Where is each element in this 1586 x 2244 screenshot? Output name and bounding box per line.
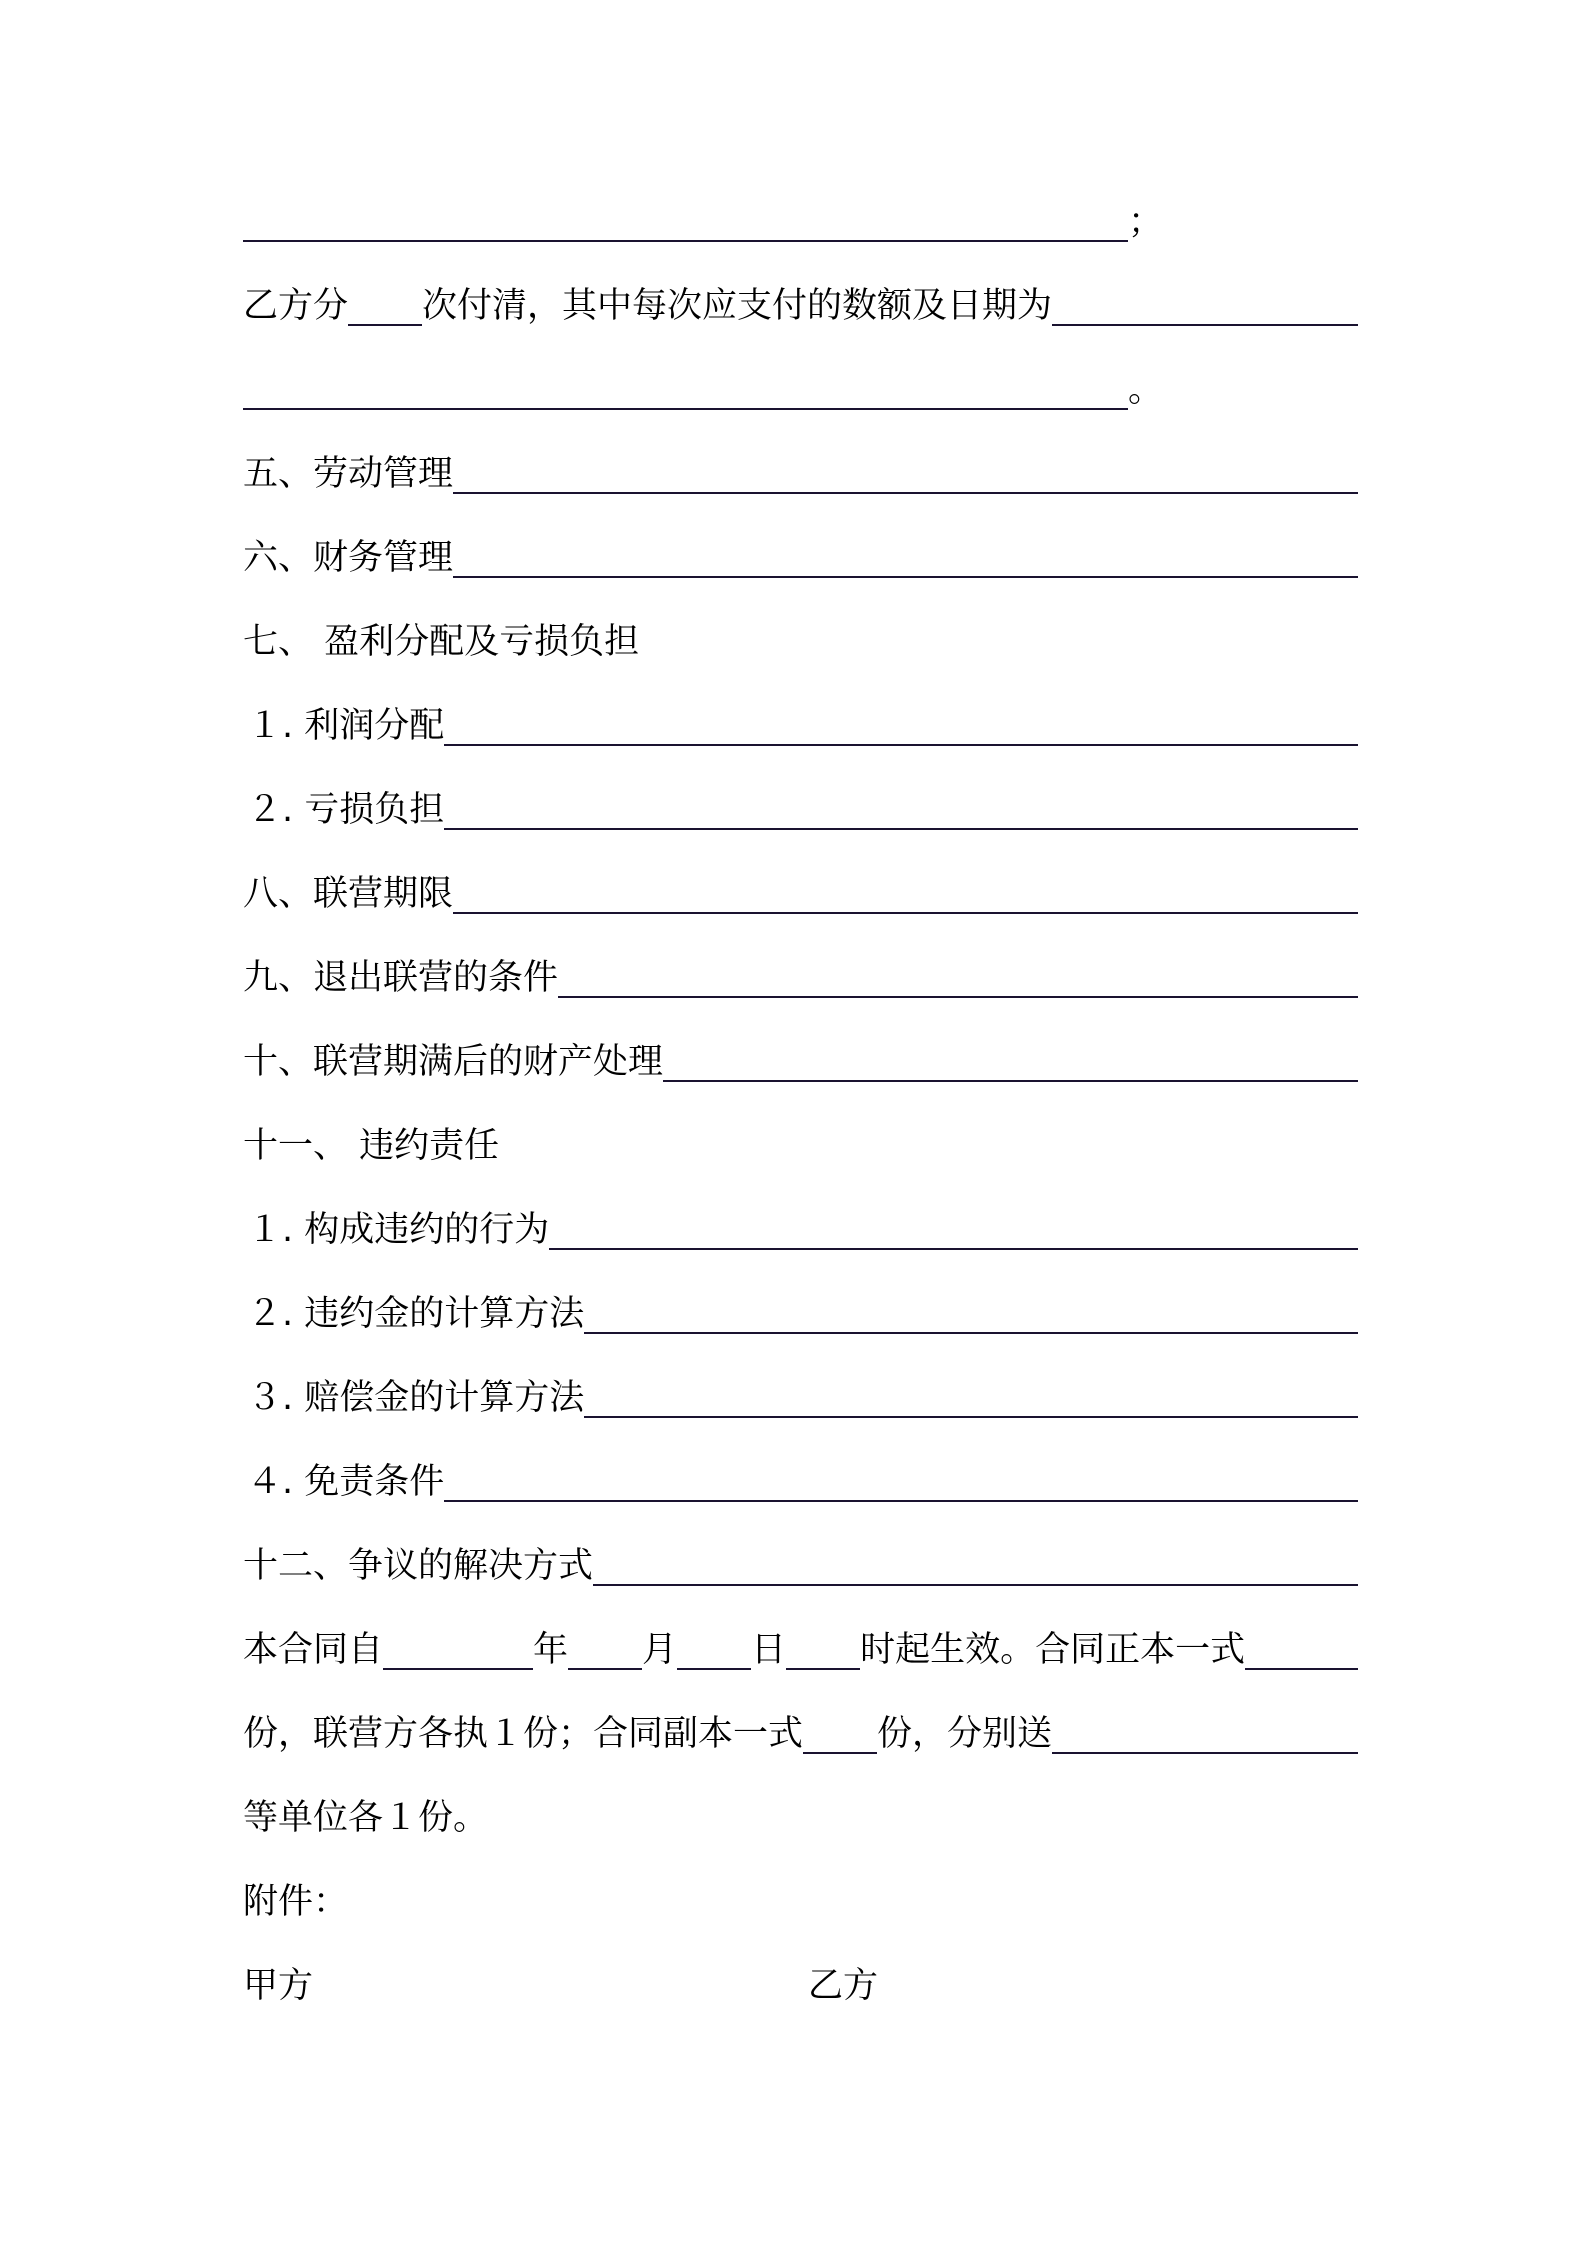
attachments-line <box>243 1876 1358 1928</box>
attachments-label: 附件： <box>243 1882 349 1922</box>
section-heading: 十一、 违约责任 <box>243 1126 500 1166</box>
section-financial-management <box>243 532 1358 584</box>
dispute-resolution-field[interactable] <box>593 1548 1358 1586</box>
item-penalty-calculation <box>243 1288 1358 1340</box>
item-label: １. 构成违约的行为 <box>247 1210 550 1250</box>
copies-distribution-line <box>243 1708 1358 1760</box>
item-label: ３. 赔偿金的计算方法 <box>247 1378 585 1418</box>
installments-count-field[interactable] <box>348 288 422 326</box>
effective-from-label: 本合同自 <box>243 1630 384 1670</box>
section-term <box>243 868 1358 920</box>
profit-distribution-field[interactable] <box>444 708 1358 746</box>
effective-date-line <box>243 1624 1358 1676</box>
copies-label: 份，联营方各执１份；合同副本一式 <box>243 1714 804 1754</box>
penalty-calculation-field[interactable] <box>584 1296 1358 1334</box>
installments-desc: 次付清，其中每次应支付的数额及日期为 <box>422 286 1053 326</box>
hour-field[interactable] <box>786 1632 860 1670</box>
line-end-punct: 。 <box>1127 370 1163 410</box>
loss-bearing-field[interactable] <box>444 792 1358 830</box>
units-text: 等单位各１份。 <box>243 1798 489 1838</box>
line-end-punct: ； <box>1127 202 1163 242</box>
send-to-label: 份，分别送 <box>877 1714 1053 1754</box>
item-label: １. 利润分配 <box>247 706 445 746</box>
section-label: 五、劳动管理 <box>243 454 454 494</box>
section-breach-liability <box>243 1120 1358 1172</box>
exit-conditions-field[interactable] <box>558 960 1358 998</box>
item-profit-distribution <box>243 700 1358 752</box>
payment-blank-line-3 <box>243 364 1163 416</box>
day-label: 日 <box>751 1630 787 1670</box>
section-labor-management <box>243 448 1358 500</box>
blank-field[interactable] <box>243 204 1128 242</box>
effective-originals-label: 时起生效。合同正本一式 <box>860 1630 1246 1670</box>
section-label: 九、退出联营的条件 <box>243 958 559 998</box>
item-label: ２. 违约金的计算方法 <box>247 1294 585 1334</box>
breach-acts-field[interactable] <box>549 1212 1358 1250</box>
labor-management-field[interactable] <box>453 456 1358 494</box>
installments-label: 乙方分 <box>243 286 349 326</box>
section-exit-conditions <box>243 952 1358 1004</box>
item-exemption-conditions <box>243 1456 1358 1508</box>
party-a-signature-label: 甲方 <box>243 1966 314 2006</box>
section-profit-loss <box>243 616 1358 668</box>
section-heading: 七、 盈利分配及亏损负担 <box>243 622 640 662</box>
section-label: 十二、争议的解决方式 <box>243 1546 594 1586</box>
day-field[interactable] <box>677 1632 751 1670</box>
item-label: ２. 亏损负担 <box>247 790 445 830</box>
exemption-conditions-field[interactable] <box>444 1464 1358 1502</box>
year-label: 年 <box>533 1630 569 1670</box>
duplicate-copies-field[interactable] <box>803 1716 877 1754</box>
property-disposal-field[interactable] <box>663 1044 1358 1082</box>
month-field[interactable] <box>568 1632 642 1670</box>
item-label: ４. 免责条件 <box>247 1462 445 1502</box>
item-breach-acts <box>243 1204 1358 1256</box>
year-field[interactable] <box>383 1632 533 1670</box>
payment-blank-line-1 <box>243 196 1163 248</box>
blank-field[interactable] <box>243 372 1128 410</box>
financial-management-field[interactable] <box>453 540 1358 578</box>
item-loss-bearing <box>243 784 1358 836</box>
month-label: 月 <box>642 1630 678 1670</box>
section-label: 八、联营期限 <box>243 874 454 914</box>
section-property-disposal <box>243 1036 1358 1088</box>
term-field[interactable] <box>453 876 1358 914</box>
section-dispute-resolution <box>243 1540 1358 1592</box>
units-line <box>243 1792 1358 1844</box>
compensation-calculation-field[interactable] <box>584 1380 1358 1418</box>
section-label: 六、财务管理 <box>243 538 454 578</box>
section-label: 十、联营期满后的财产处理 <box>243 1042 664 1082</box>
payment-installments-line <box>243 280 1358 332</box>
item-compensation-calculation <box>243 1372 1358 1424</box>
original-copies-field[interactable] <box>1245 1632 1358 1670</box>
recipients-field[interactable] <box>1052 1716 1358 1754</box>
party-b-signature-label: 乙方 <box>808 1966 879 2006</box>
installment-schedule-field[interactable] <box>1052 288 1358 326</box>
